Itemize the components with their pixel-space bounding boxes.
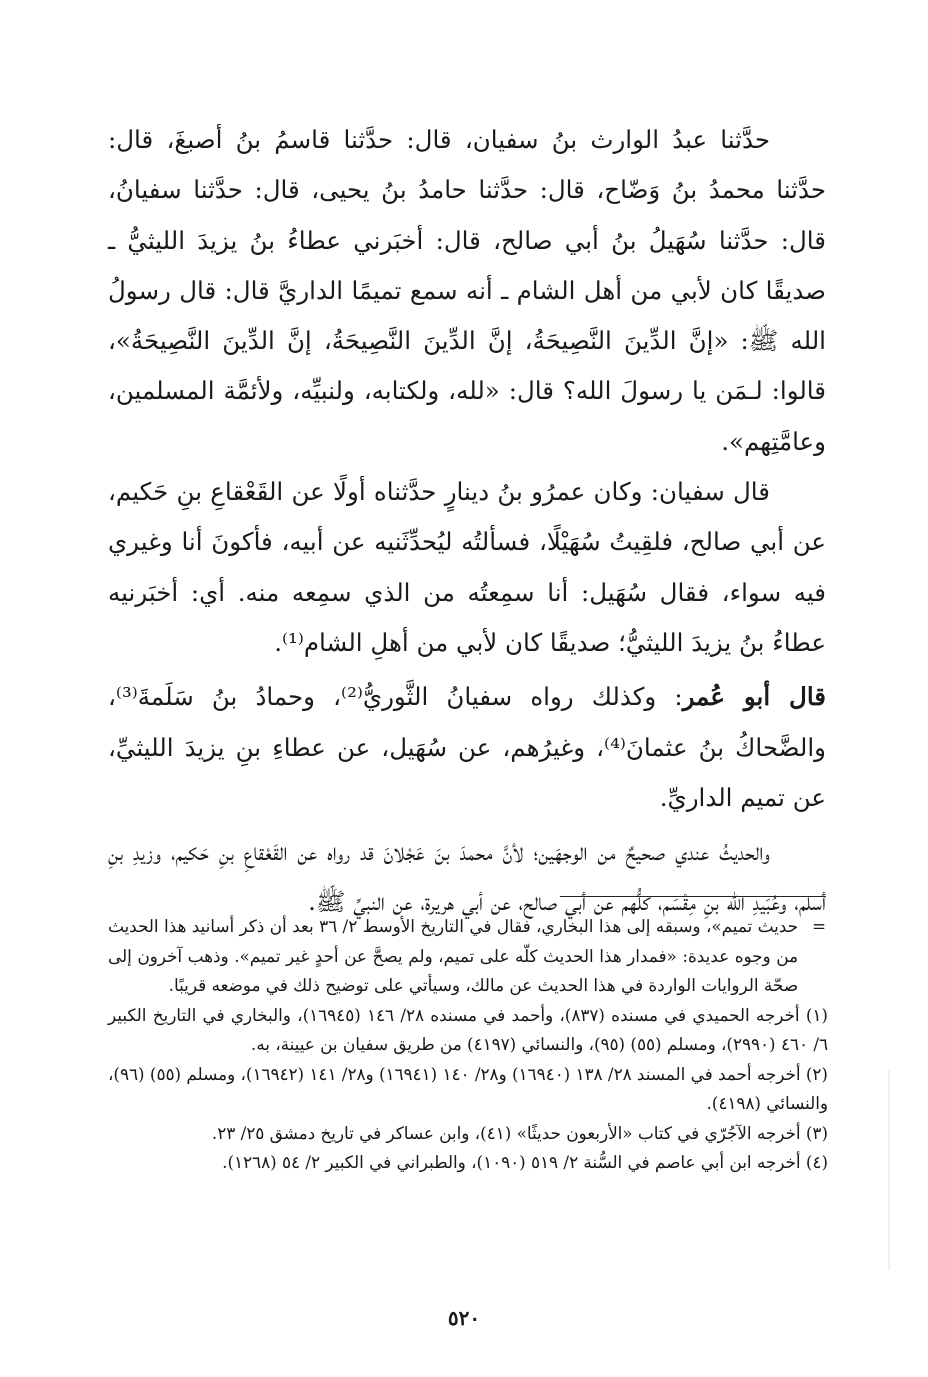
scan-edge-line xyxy=(888,1070,890,1270)
footnotes xyxy=(108,912,828,1178)
continuation-text: حديث تميم»، وسبقه إلى هذا البخاري، فقال في التاريخ الأوسط ٢/ ٣٦ بعد أن ذكر أسانيد هذا الحديث من وجوه عديدة: «فمدار هذا الحديث كلّه على تميم، ولم يصحَّ عن أحدٍ غير تميم». وذهب آخرون إلى صحّة الروايات الواردة في هذا الحديث عن مالك، وسيأتي على توضيح ذلك في موضعه قريبًا. xyxy=(108,916,798,995)
footnote-1: (١) أخرجه الحميدي في مسنده (٨٣٧)، وأحمد في مسنده ٢٨/ ١٤٦ (١٦٩٤٥)، والبخاري في التاريخ الكبير ٦/ ٤٦٠ (٢٩٩٠)، ومسلم (٥٥) (٩٥)، والنسائي (٤١٩٧) من طريق سفيان بن عيينة، به. xyxy=(108,1004,828,1054)
abu-umar-text: : وكذلك رواه سفيانُ الثَّوريُّ⁽²⁾، وحمادُ بنُ سَلَمةَ⁽³⁾، والضَّحاكُ بنُ عثمانَ⁽⁴⁾، وغيرُهم، عن سُهَيل، عن عطاءِ بنِ يزيدَ الليثيِّ، عن تميم الداريِّ. xyxy=(108,682,826,812)
footnote-2: (٢) أخرجه أحمد في المسند ٢٨/ ١٣٨ (١٦٩٤٠) و٢٨/ ١٤٠ (١٦٩٤١) و٢٨/ ١٤١ (١٦٩٤٢)، ومسلم (٥٥) (٩٦)، والنسائي (٤١٩٨). xyxy=(108,1063,828,1113)
paragraph-verdict: والحديثُ عندي صحيحٌ من الوجهَين؛ لأنَّ محمدَ بنَ عَجْلانَ قد رواه عن القَعْقاعِ بنِ حَكيم، وزيدِ بنِ أسلم، وعُبَيدِ الله بنِ مِقْسَم، كلُّهم عن أبي صالح، عن أبي هريرة، عن النبيِّ ﷺ. xyxy=(108,837,826,917)
footnote-4: (٤) أخرجه ابن أبي عاصم في السُّنة ٢/ ٥١٩ (١٠٩٠)، والطبراني في الكبير ٢/ ٥٤ (١٢٦٨). xyxy=(222,1152,828,1172)
page-number: ٥٢٠ xyxy=(447,1306,481,1330)
abu-umar-heading: قال أبو عُمر xyxy=(682,682,826,712)
footnote-continuation xyxy=(108,912,828,1001)
continuation-marker: = xyxy=(811,916,826,936)
paragraph-sufyan: قال سفيان: وكان عمرُو بنُ دينارٍ حدَّثناه أولًا عن القَعْقاعِ بنِ حَكيم، عن أبي صالح، فلقِيتُ سُهَيْلًا، فسألتُه ليُحدِّثَنيه عن أبيه، فأكونَ أنا وغيري فيه سواء، فقال سُهَيل: أنا سمِعتُه من الذي سمِعه منه. أي: أخبَرنيه عطاءُ بنُ يزيدَ الليثيُّ؛ صديقًا كان لأبي من أهلِ الشام⁽¹⁾. xyxy=(108,477,826,657)
main-text xyxy=(108,115,826,928)
footnote-3: (٣) أخرجه الآجُرّي في كتاب «الأربعون حديثًا» (٤١)، وابن عساكر في تاريخ دمشق ٢٥/ ٢٣. xyxy=(211,1122,828,1143)
paragraph-hadith: حدَّثنا عبدُ الوارث بنُ سفيان، قال: حدَّثنا قاسمُ بنُ أصبغَ، قال: حدَّثنا محمدُ بنُ وَضّاح، قال: حدَّثنا حامدُ بنُ يحيى، قال: حدَّثنا سفيانُ، قال: حدَّثنا سُهَيلُ بنُ أبي صالح، قال: أخبَرني عطاءُ بنُ يزيدَ الليثيُّ ـ صديقًا كان لأبي من أهل الشام ـ أنه سمع تميمًا الداريَّ قال: قال رسولُ الله ﷺ: «إنَّ الدِّينَ النَّصِيحَةُ، إنَّ الدِّينَ النَّصِيحَةُ، إنَّ الدِّينَ النَّصِيحَةُ»، قالوا: لـمَن يا رسولَ الله؟ قال: «لله، ولكتابه، ولنبيِّه، ولأئمَّة المسلمين، وعامَّتِهم». xyxy=(108,125,826,456)
paragraph-abu-umar xyxy=(108,672,826,823)
footnote-separator xyxy=(560,896,826,897)
